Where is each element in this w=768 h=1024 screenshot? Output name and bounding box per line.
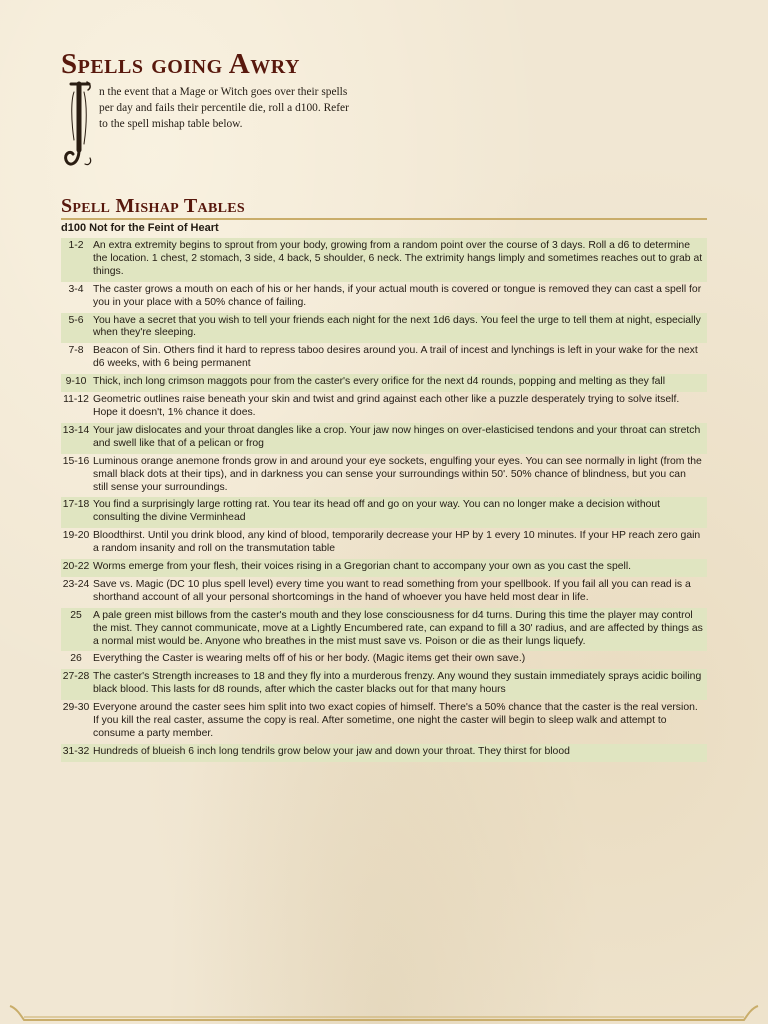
- table-row: [61, 700, 707, 744]
- table-row: [61, 423, 707, 454]
- mishap-effect: Your jaw dislocates and your throat dangles like a crop. Your jaw now hinges on over-elasticised tendons and your throat can stretch and swell like that of a pelican or frog: [93, 424, 701, 449]
- table-row: [61, 392, 707, 423]
- roll-range: 31-32: [62, 745, 90, 757]
- table-row: [61, 559, 707, 577]
- mishap-effect: Beacon of Sin. Others find it hard to repress taboo desires around you. A trail of incest and lynchings is left in your wake for the next d6 weeks, with 6 being permanent: [93, 345, 698, 370]
- mishap-effect: Everyone around the caster sees him split into two exact copies of himself. There's a 50% chance that the caster is the real version. If you kill the real caster, assume the copy is real. After sometime, one night the caster will begin to sleep walk and attempt to consume a party member.: [93, 702, 698, 739]
- mishap-effect: Geometric outlines raise beneath your skin and twist and grind against each other like a puzzle desperately trying to solve itself. Hope it doesn't, 1% chance it does.: [93, 394, 680, 418]
- mishap-effect: Hundreds of blueish 6 inch long tendrils grow below your jaw and down your throat. They thirst for blood: [93, 745, 570, 757]
- mishap-effect: The caster grows a mouth on each of his or her hands, if your actual mouth is covered or tongue is removed they can cast a spell for you in your place with a 50% chance of failing.: [93, 283, 702, 308]
- mishap-effect: The caster's Strength increases to 18 and they fly into a murderous frenzy. Any wound they sustain immediately sprays acidic boiling black blood. This lasts for d8 rounds, after which the caster blacks out for that many hours: [93, 671, 702, 696]
- table-row: [61, 282, 707, 313]
- mishap-effect: Everything the Caster is wearing melts off of his or her body. (Magic items get their own save.): [93, 653, 526, 665]
- mishap-effect: You find a surprisingly large rotting rat. You tear its head off and go on your way. You can no longer make a decision without consulting the divine Verminhead: [93, 499, 661, 524]
- table-row: [61, 669, 707, 700]
- mishap-effect: Save vs. Magic (DC 10 plus spell level) every time you want to read something from your spellbook. If you fail all you can read is a shorthand account of all your personal shortcomings in the hand of whoever you have held most dear in life.: [93, 578, 691, 603]
- mishap-effect: Worms emerge from your flesh, their voices rising in a Gregorian chant to accompany your own as you cast the spell.: [93, 561, 632, 573]
- roll-range: 1-2: [68, 240, 84, 251]
- table-row: [61, 577, 707, 608]
- roll-range: 9-10: [65, 376, 87, 388]
- roll-range: 29-30: [62, 702, 90, 714]
- table-caption: d100 Not for the Feint of Heart: [61, 222, 219, 234]
- section-heading: Spell Mishap Tables: [61, 195, 245, 217]
- table-row: [61, 454, 707, 498]
- intro-text: n the event that a Mage or Witch goes over their spells per day and fails their percentile die, roll a d100. Refer to the spell mishap table below.: [99, 86, 349, 130]
- mishap-effect: You have a secret that you wish to tell your friends each night for the next 1d6 days. You feel the urge to tell them at night, especially when they're sleeping.: [93, 314, 701, 339]
- drop-cap-letter: [61, 80, 95, 172]
- mishap-effect: An extra extremity begins to sprout from your body, growing from a random point over the course of 3 days. Roll a d6 to determine the location. 1 chest, 2 stomach, 3 side, 4 back, 5 shoulder, 6 neck. The extrimity hangs limply and sometimes reaches out to grab at things.: [93, 240, 703, 277]
- table-row: [61, 744, 707, 762]
- roll-range: 26: [70, 653, 82, 665]
- roll-range: 11-12: [63, 394, 89, 406]
- table-row: [61, 651, 707, 669]
- table-row: [61, 238, 707, 282]
- roll-range: 13-14: [62, 424, 90, 436]
- table-row: [61, 528, 707, 559]
- roll-range: 17-18: [62, 499, 90, 511]
- table-row: [61, 313, 707, 344]
- roll-range: 15-16: [62, 455, 90, 467]
- page-title: Spells going Awry: [61, 48, 300, 80]
- roll-range: 20-22: [62, 561, 90, 573]
- table-row: [61, 608, 707, 652]
- roll-range: 23-24: [62, 578, 90, 590]
- section-divider: [61, 218, 707, 220]
- roll-range: 25: [70, 609, 82, 621]
- table-row: [61, 343, 707, 374]
- mishap-effect: Luminous orange anemone fronds grow in and around your eye sockets, engulfing your eyes. You can see normally in light (from the small black dots at their tips), and in darkness you can sense your surroundings within 50'. 50% chance of blindness, but you can still sense your surroundings.: [93, 455, 702, 493]
- roll-range: 7-8: [68, 345, 84, 357]
- intro-paragraph: [61, 80, 351, 172]
- mishap-effect: A pale green mist billows from the caster's mouth and they lose consciousness for d4 turns. During this time the player may control the mist. They cannot communicate, move at a Lightly Encumbered rate, can expand to fill a 30' radius, and are affected by things as a normal mist would be. Anyone who breathes in the mist must save vs. Poison or die as their lungs liquefy.: [93, 609, 703, 647]
- roll-range: 27-28: [62, 671, 90, 683]
- table-row: [61, 497, 707, 528]
- roll-range: 3-4: [68, 283, 84, 295]
- spell-mishap-table: [61, 238, 707, 762]
- roll-range: 5-6: [68, 314, 84, 326]
- page-footer-ornament: [0, 984, 768, 1024]
- roll-range: 19-20: [62, 530, 90, 542]
- mishap-effect: Bloodthirst. Until you drink blood, any kind of blood, temporarily decrease your HP by 1 every 10 minutes. If your HP reach zero gain a random insanity and roll on the transmutation table: [93, 530, 701, 555]
- mishap-effect: Thick, inch long crimson maggots pour from the caster's every orifice for the next d4 rounds, popping and melting as they fall: [93, 376, 666, 388]
- table-row: [61, 374, 707, 392]
